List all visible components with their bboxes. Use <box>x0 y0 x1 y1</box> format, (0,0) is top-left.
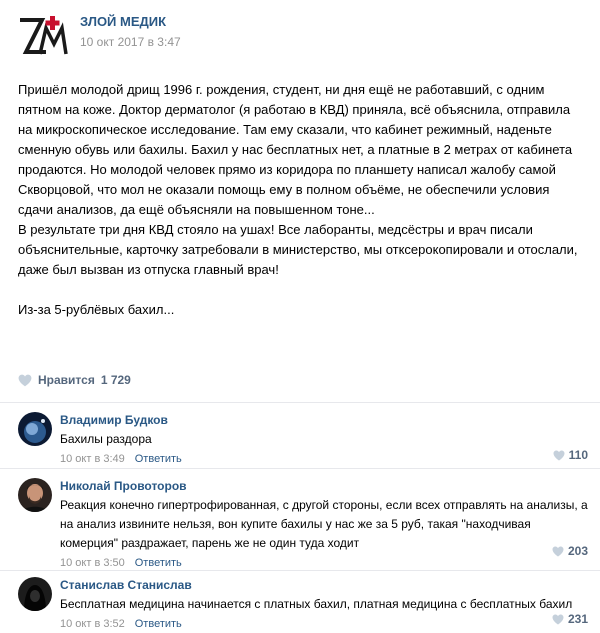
divider <box>0 570 600 571</box>
comment-text: Бахилы раздора <box>60 432 152 446</box>
comment-like-button[interactable] <box>552 612 588 626</box>
like-count: 1 729 <box>100 373 131 387</box>
comment-author[interactable]: Николай Провоторов <box>60 479 187 493</box>
heart-icon <box>552 614 564 625</box>
comment-date[interactable]: 10 окт в 3:49 <box>60 453 125 465</box>
comment-item <box>18 412 588 468</box>
avatar[interactable] <box>18 577 52 611</box>
heart-icon <box>18 374 32 387</box>
like-label: Нравится <box>38 373 95 387</box>
comment-item <box>18 577 588 633</box>
group-logo[interactable] <box>18 14 70 60</box>
avatar[interactable] <box>18 412 52 446</box>
comment-like-count: 231 <box>567 612 588 626</box>
post-paragraph: Пришёл молодой дрищ 1996 г. рождения, студент, ни дня ещё не работавший, с одним пятном на коже. Доктор дерматолог (я работаю в КВД) приняла, всё объяснила, отправила на микроскопическое исследование. Там ему сказали, что кабинет режимный, наденьте сменную обувь или бахилы. Бахил у нас бесплатных нет, а платные в 2 метрах от кабинета продаются. Но молодой человек прямо из коридора по планшету написал жалобу самой Скворцовой, что мол не оказали помощь ему в полном объёме, не обеспечили условия сдачи анализов, да ещё объясняли на повышенном тоне... <box>18 82 573 217</box>
post-paragraph: В результате три дня КВД стояло на ушах! Все лаборанты, медсёстры и врач писали объяснительные, карточку затребовали в министерство, мы отксерокопировали и отослали, даже был вызван из отпуска главный врач! <box>18 222 578 277</box>
comment-date[interactable]: 10 окт в 3:50 <box>60 557 125 569</box>
comment-like-button[interactable] <box>553 448 588 462</box>
like-button[interactable] <box>18 373 131 387</box>
post-date[interactable]: 10 окт 2017 в 3:47 <box>80 34 181 49</box>
reply-link[interactable]: Ответить <box>134 618 182 630</box>
comment-date[interactable]: 10 окт в 3:52 <box>60 618 125 630</box>
avatar[interactable] <box>18 478 52 512</box>
post-header <box>18 14 181 60</box>
comment-text: Бесплатная медицина начинается с платных бахил, платная медицина с бесплатных бахил <box>60 597 573 611</box>
post-paragraph: Из-за 5-рублёвых бахил... <box>18 302 175 317</box>
divider <box>0 468 600 469</box>
heart-icon <box>552 546 564 557</box>
heart-icon <box>553 450 565 461</box>
comment-author[interactable]: Владимир Будков <box>60 413 168 427</box>
comment-text: Реакция конечно гипертрофированная, с другой стороны, если всех отправлять на анализы, а на анализ извините нельзя, вон купите бахилы у нас же за 5 руб, такая "находчивая комерция" раздражает, парень же не один туда ходит <box>60 498 588 550</box>
post-text <box>18 80 588 320</box>
reply-link[interactable]: Ответить <box>134 557 182 569</box>
comment-item <box>18 478 588 568</box>
comment-like-button[interactable] <box>552 544 588 558</box>
comment-like-count: 110 <box>568 448 588 462</box>
space-avatar-icon <box>18 412 52 446</box>
comment-author[interactable]: Станислав Станислав <box>60 578 192 592</box>
divider <box>0 402 600 403</box>
reply-link[interactable]: Ответить <box>134 453 182 465</box>
hooded-figure-avatar-icon <box>18 577 52 611</box>
zm-logo-icon <box>18 14 70 60</box>
post-author[interactable]: ЗЛОЙ МЕДИК <box>80 13 167 29</box>
person-avatar-icon <box>18 478 52 512</box>
comment-like-count: 203 <box>567 544 588 558</box>
